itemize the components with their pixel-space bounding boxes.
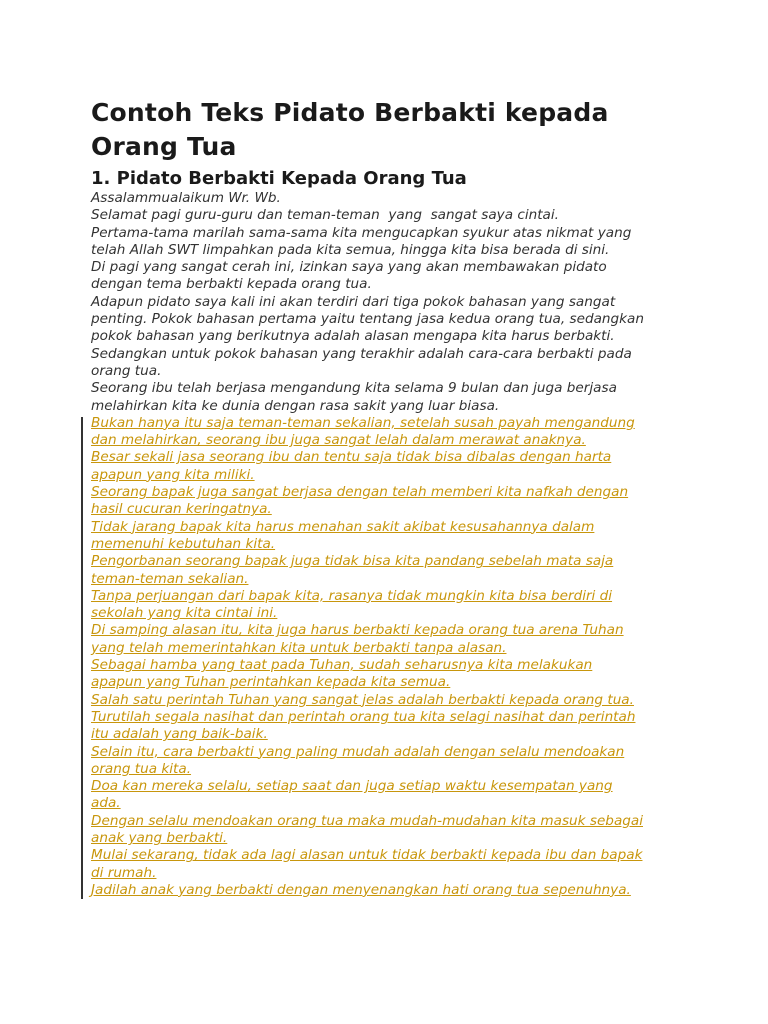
paragraph: Assalammualaikum Wr. Wb.	[91, 190, 281, 206]
linked-paragraph[interactable]: Seorang bapak juga sangat berjasa dengan telah memberi kita nafkah dengan hasil cucuran keringatnya.	[91, 484, 629, 518]
document-page	[91, 96, 691, 899]
linked-paragraph[interactable]: Besar sekali jasa seorang ibu dan tentu saja tidak bisa dibalas dengan harta apapun yang kita miliki.	[91, 449, 612, 483]
paragraph: Seorang ibu telah berjasa mengandung kita selama 9 bulan dan juga berjasa melahirkan kita ke dunia dengan rasa sakit yang luar biasa.	[91, 380, 617, 414]
linked-paragraph[interactable]: Doa kan mereka selalu, setiap saat dan juga setiap waktu kesempatan yang ada.	[91, 778, 613, 812]
linked-paragraph[interactable]: Tanpa perjuangan dari bapak kita, rasanya tidak mungkin kita bisa berdiri di sekolah yang kita cintai ini.	[91, 587, 613, 622]
linked-paragraph[interactable]: Salah satu perintah Tuhan yang sangat jelas adalah berbakti kepada orang tua.	[91, 691, 634, 708]
linked-paragraph[interactable]: Turutilah segala nasihat dan perintah orang tua kita selagi nasihat dan perintah itu adalah yang baik-baik.	[91, 708, 636, 743]
linked-paragraph[interactable]: Mulai sekarang, tidak ada lagi alasan untuk tidak berbakti kepada ibu dan bapak di rumah.	[91, 847, 643, 881]
section-heading: 1. Pidato Berbakti Kepada Orang Tua	[91, 168, 467, 189]
linked-paragraph[interactable]: Tidak jarang bapak kita harus menahan sakit akibat kesusahannya dalam memenuhi kebutuhan kita.	[91, 518, 595, 552]
linked-paragraph[interactable]: Sebagai hamba yang taat pada Tuhan, sudah seharusnya kita melakukan apapun yang Tuhan perintahkan kepada kita semua.	[91, 657, 593, 691]
linked-paragraphs	[91, 415, 691, 899]
linked-paragraph[interactable]: Di samping alasan itu, kita juga harus berbakti kepada orang tua arena Tuhan yang telah memerintahkan kita untuk berbakti tanpa alasan.	[91, 622, 624, 656]
paragraph: Selamat pagi guru-guru dan teman-teman yang sangat saya cintai.	[91, 207, 559, 224]
linked-paragraph[interactable]: Dengan selalu mendoakan orang tua maka mudah-mudahan kita masuk sebagai anak yang berbakti.	[91, 812, 644, 846]
paragraph: Pertama-tama marilah sama-sama kita mengucapkan syukur atas nikmat yang telah Allah SWT limpahkan pada kita semua, hingga kita bisa berada di sini.	[91, 224, 632, 258]
page-title	[91, 96, 691, 164]
title-line-1: Contoh Teks Pidato Berbakti kepada	[91, 98, 609, 127]
title-line-2: Orang Tua	[91, 132, 237, 161]
body-paragraphs	[91, 190, 691, 415]
linked-paragraph[interactable]: Pengorbanan seorang bapak juga tidak bisa kita pandang sebelah mata saja teman-teman sekalian.	[91, 553, 614, 587]
paragraph: Di pagi yang sangat cerah ini, izinkan saya yang akan membawakan pidato dengan tema berbakti kepada orang tua.	[91, 259, 607, 293]
linked-paragraph[interactable]: Selain itu, cara berbakti yang paling mudah adalah dengan selalu mendoakan orang tua kita.	[91, 743, 625, 777]
linked-paragraph[interactable]: Jadilah anak yang berbakti dengan menyenangkan hati orang tua sepenuhnya.	[91, 881, 631, 898]
change-bar	[81, 417, 83, 899]
paragraph: Adapun pidato saya kali ini akan terdiri dari tiga pokok bahasan yang sangat penting. Pokok bahasan pertama yaitu tentang jasa kedua orang tua, sedangkan pokok bahasan yang berikutnya adalah alasan mengapa kita harus berbakti. Sedangkan untuk pokok bahasan yang terakhir adalah cara-cara berbakti pada orang tua.	[91, 293, 644, 379]
linked-paragraph[interactable]: Bukan hanya itu saja teman-teman sekalian, setelah susah payah mengandung dan melahirkan, seorang ibu juga sangat lelah dalam merawat anaknya.	[91, 414, 635, 449]
